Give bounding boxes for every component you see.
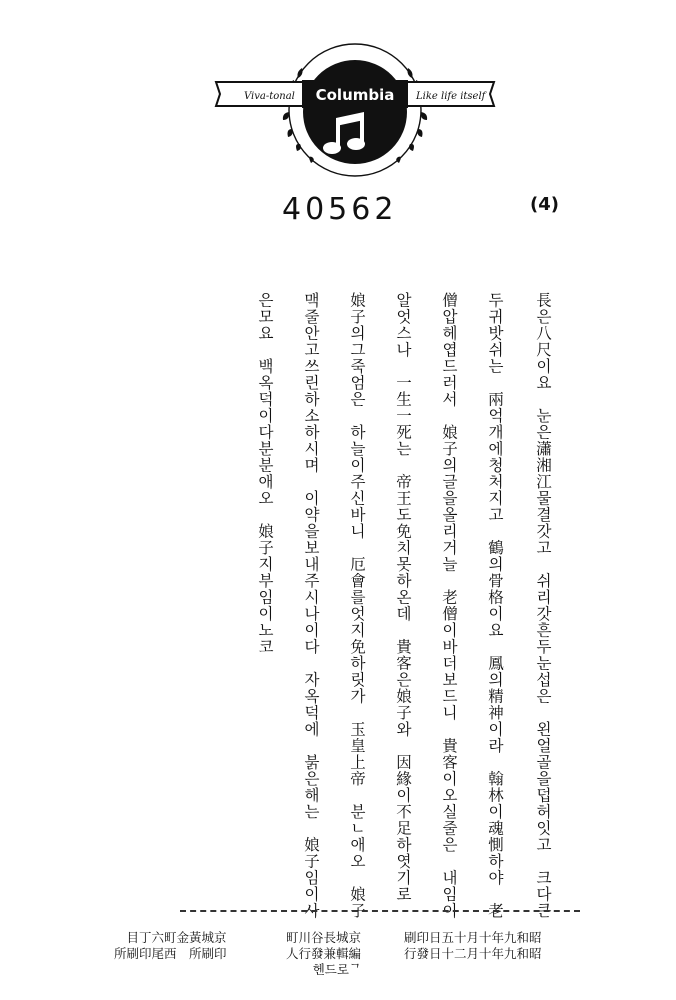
colophon-publisher	[286, 930, 361, 978]
lyrics-column-3: 僧압헤엽드러서 娘子의글을올리거늘 老僧이바더보드니 貴客이오실줄은 내임이	[440, 292, 458, 919]
colophon-printer	[114, 930, 227, 962]
lyrics-column-1: 長은八尺이요 눈은瀟湘江물결갓고 쉬리갓흔두눈섭은 왼얼골을덥허잇고 크다큰	[534, 292, 552, 919]
lyrics-block	[222, 292, 562, 919]
lyrics-column-6: 맥줄안고쓰린하소하시며 이약을보내주시나이다 자옥덕에 붉은해는 娘子임이사	[302, 292, 320, 919]
publish-date: 昭和九年十月二十日發行	[404, 946, 542, 961]
print-date: 昭和九年十月十五日印刷	[404, 930, 542, 945]
lyrics-column-5: 娘子의그죽엄은 하늘이주신바니 厄會를엇지免하릿가 玉皇上帝 분ㄴ애오 娘子	[348, 292, 366, 919]
printer-address: 京城黃金町六丁目	[126, 930, 227, 945]
columbia-logo	[210, 40, 500, 180]
colophon-dates	[404, 930, 542, 962]
logo-left-text: Viva-tonal	[244, 91, 295, 102]
logo-right-text: Like life itself	[416, 91, 486, 102]
publisher-role: 編輯兼發行人	[286, 946, 362, 961]
side-number: (4)	[530, 194, 559, 215]
logo-brand: Columbia	[315, 86, 395, 104]
lyrics-column-2: 두귀밧쉬는 兩억개에청처지고 鶴의骨格이요 鳳의精神이라 翰林이魂惻하야 老	[486, 292, 504, 919]
lyrics-column-4: 알엇스나 一生一死는 帝王도免치못하온데 貴客은娘子와 因緣이不足하엿기로	[394, 292, 412, 903]
catalog-number: 40562	[282, 192, 398, 227]
publisher-name: ᄀ로드헨	[312, 962, 362, 977]
divider-rule	[180, 910, 580, 912]
printer-name: 印刷所 西尾印刷所	[114, 946, 227, 961]
publisher-address: 京城長谷川町	[286, 930, 362, 945]
lyrics-column-7: 은모요 백옥덕이다분분애오 娘子지부임이노코	[256, 292, 274, 655]
